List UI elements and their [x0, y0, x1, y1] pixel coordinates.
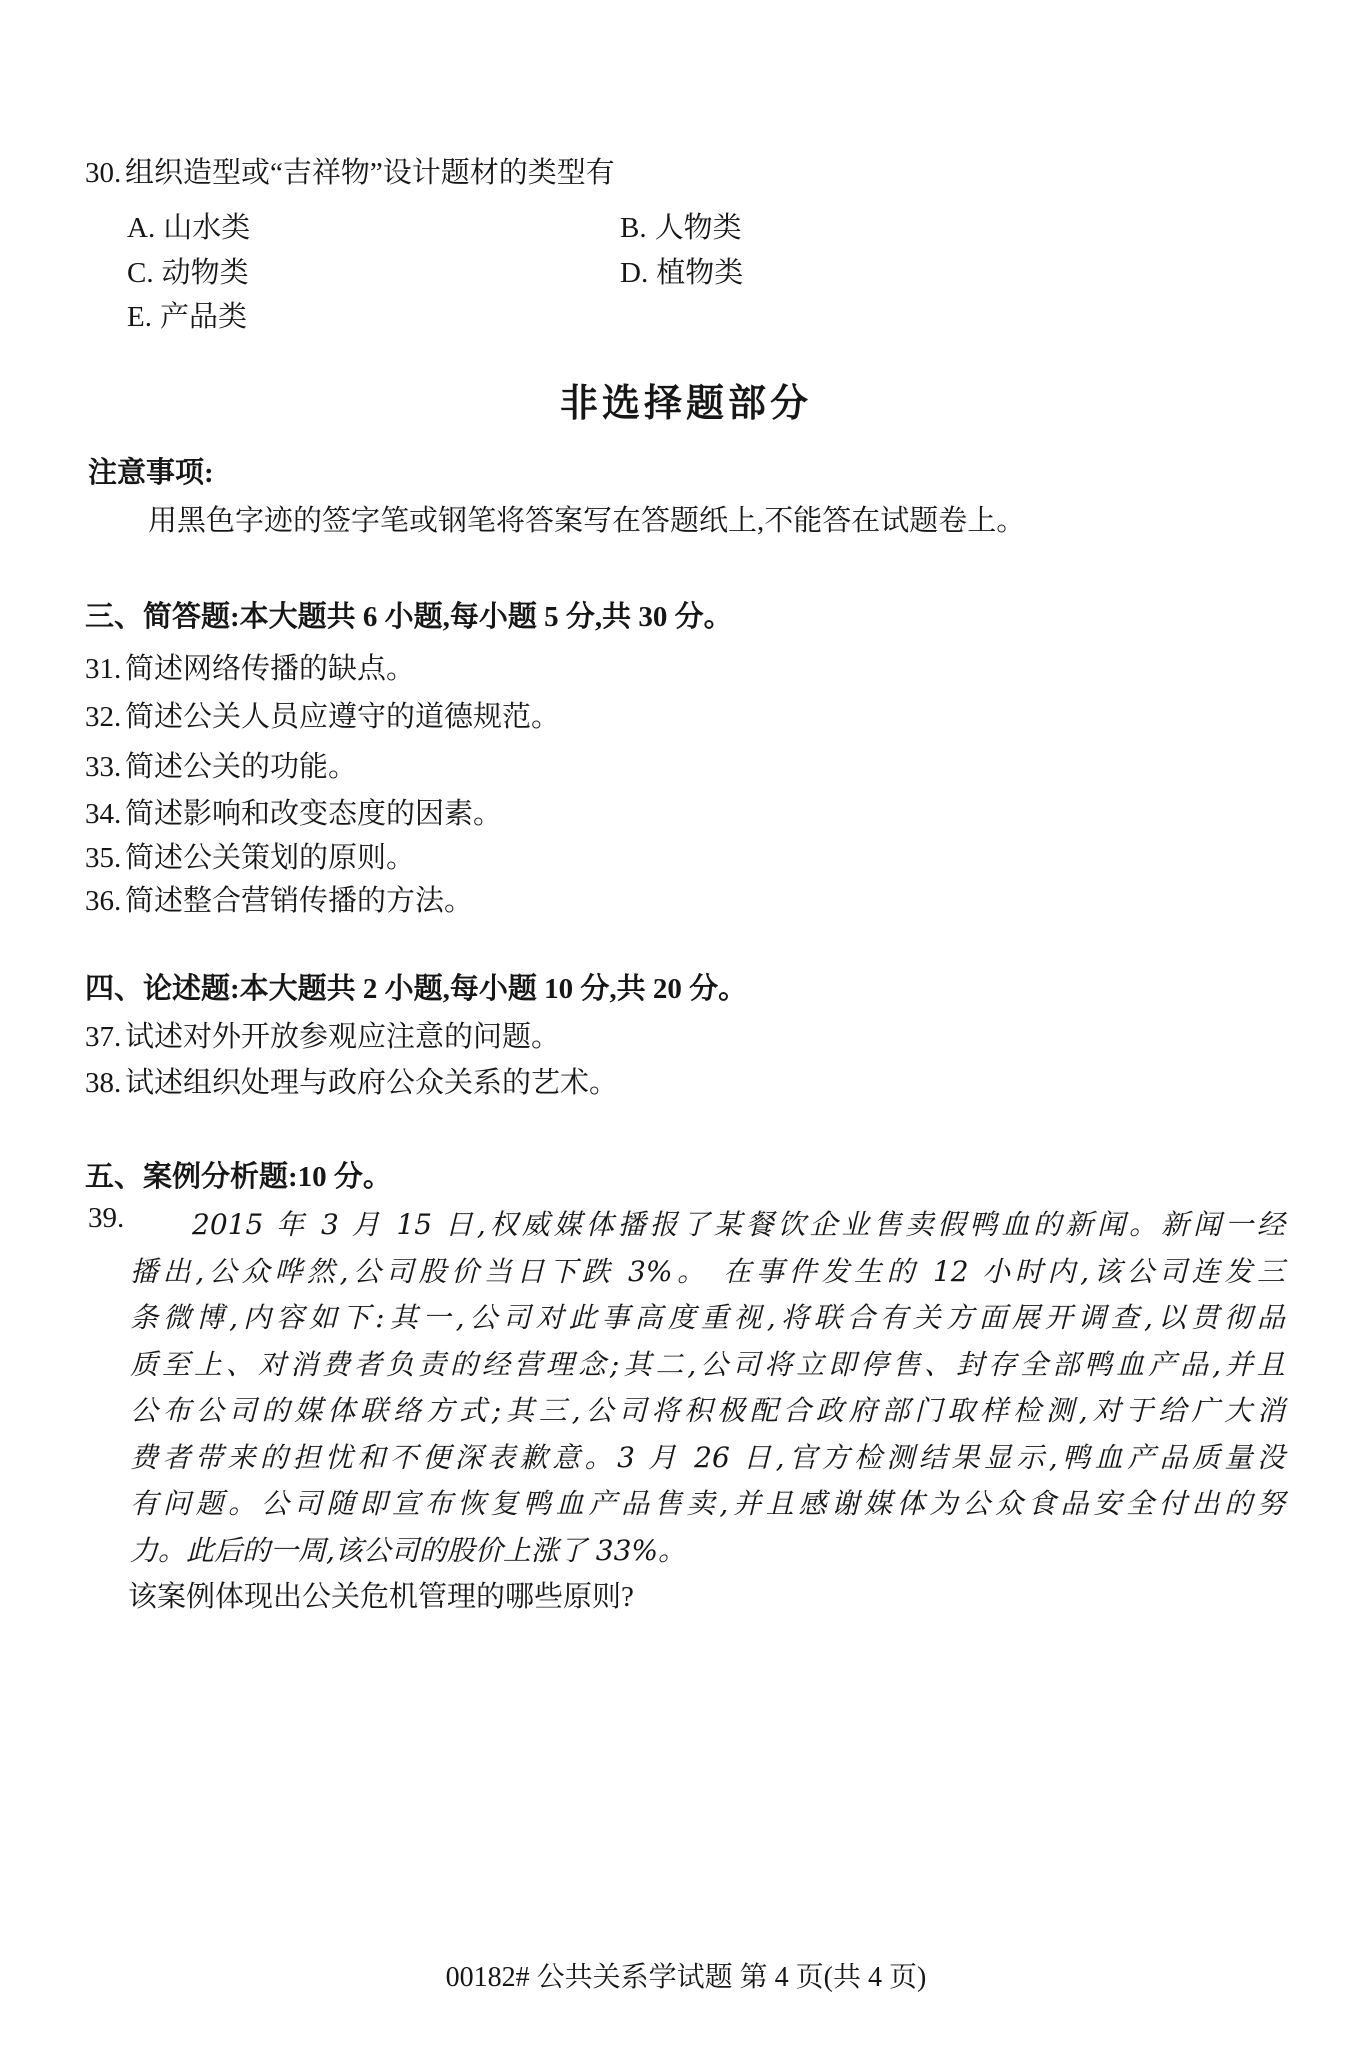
case-line: 2015 年 3 月 15 日,权威媒体播报了某餐饮企业售卖假鸭血的新闻。新闻一经: [192, 1208, 1285, 1241]
option-a: [127, 205, 250, 246]
question-39-case-text: [130, 1202, 1285, 1574]
question-39-final-question: 该案例体现出公关危机管理的哪些原则?: [128, 1581, 634, 1613]
question-36-text: 简述整合营销传播的方法。: [125, 885, 474, 917]
question-32-number: 32.: [85, 701, 122, 733]
question-33: [85, 744, 357, 785]
question-30-text: 组织造型或“吉祥物”设计题材的类型有: [125, 157, 615, 189]
case-line: 有问题。公司随即宣布恢复鸭血产品售卖,并且感谢媒体为公众食品安全付出的努: [130, 1487, 1285, 1520]
question-36: [85, 878, 473, 919]
option-a-text: 山水类: [163, 212, 251, 244]
case-line: 力。此后的一周,该公司的股价上涨了 33%。: [130, 1533, 687, 1567]
question-31-text: 简述网络传播的缺点。: [125, 653, 416, 685]
question-31: [85, 646, 415, 687]
section-4-heading: 四、论述题:本大题共 2 小题,每小题 10 分,共 20 分。: [85, 973, 748, 1005]
option-a-label: A.: [127, 212, 156, 244]
question-38-text: 试述组织处理与政府公众关系的艺术。: [125, 1067, 619, 1099]
page-footer: 00182# 公共关系学试题 第 4 页(共 4 页): [445, 1962, 927, 1993]
question-37: [85, 1014, 560, 1055]
case-line: 公布公司的媒体联络方式;其三,公司将积极配合政府部门取样检测,对于给广大消: [130, 1394, 1285, 1427]
option-c-label: C.: [127, 257, 154, 289]
question-38-number: 38.: [85, 1067, 122, 1099]
question-35-text: 简述公关策划的原则。: [125, 842, 416, 874]
option-d-label: D.: [620, 257, 649, 289]
option-e-text: 产品类: [159, 301, 247, 333]
option-d-text: 植物类: [656, 257, 744, 289]
case-line: 播出,公众哗然,公司股价当日下跌 3%。 在事件发生的 12 小时内,该公司连发三: [130, 1254, 1285, 1288]
question-38: [85, 1060, 618, 1101]
option-c-text: 动物类: [161, 257, 249, 289]
option-e: [127, 294, 247, 335]
question-32-text: 简述公关人员应遵守的道德规范。: [125, 701, 561, 733]
question-37-number: 37.: [85, 1021, 122, 1053]
case-line: 质至上、对消费者负责的经营理念;其二,公司将立即停售、封存全部鸭血产品,并且: [130, 1347, 1285, 1381]
option-e-label: E.: [127, 301, 152, 333]
option-b-label: B.: [620, 212, 647, 244]
question-33-number: 33.: [85, 751, 122, 783]
question-34-text: 简述影响和改变态度的因素。: [125, 798, 503, 830]
question-30: [85, 150, 615, 191]
question-31-number: 31.: [85, 653, 122, 685]
option-b: [620, 205, 742, 246]
option-d: [620, 250, 743, 291]
question-35-number: 35.: [85, 842, 122, 874]
notice-body: 用黑色字迹的签字笔或钢笔将答案写在答题纸上,不能答在试题卷上。: [148, 505, 1026, 537]
option-c: [127, 250, 249, 291]
option-b-text: 人物类: [654, 212, 742, 244]
question-39-number: 39.: [88, 1202, 125, 1234]
question-32: [85, 694, 560, 735]
part-title: 非选择题部分: [559, 383, 812, 425]
question-35: [85, 835, 415, 876]
question-33-text: 简述公关的功能。: [125, 751, 358, 783]
question-30-number: 30.: [85, 157, 122, 189]
section-3-heading: 三、简答题:本大题共 6 小题,每小题 5 分,共 30 分。: [85, 601, 733, 633]
question-34: [85, 791, 502, 832]
question-37-text: 试述对外开放参观应注意的问题。: [125, 1021, 561, 1053]
notice-heading: 注意事项:: [88, 457, 214, 489]
question-34-number: 34.: [85, 798, 122, 830]
section-5-heading: 五、案例分析题:10 分。: [85, 1161, 392, 1193]
case-line: 条微博,内容如下:其一,公司对此事高度重视,将联合有关方面展开调查,以贯彻品: [130, 1301, 1285, 1334]
question-36-number: 36.: [85, 885, 122, 917]
case-line: 费者带来的担忧和不便深表歉意。3 月 26 日,官方检测结果显示,鸭血产品质量没: [130, 1440, 1285, 1474]
